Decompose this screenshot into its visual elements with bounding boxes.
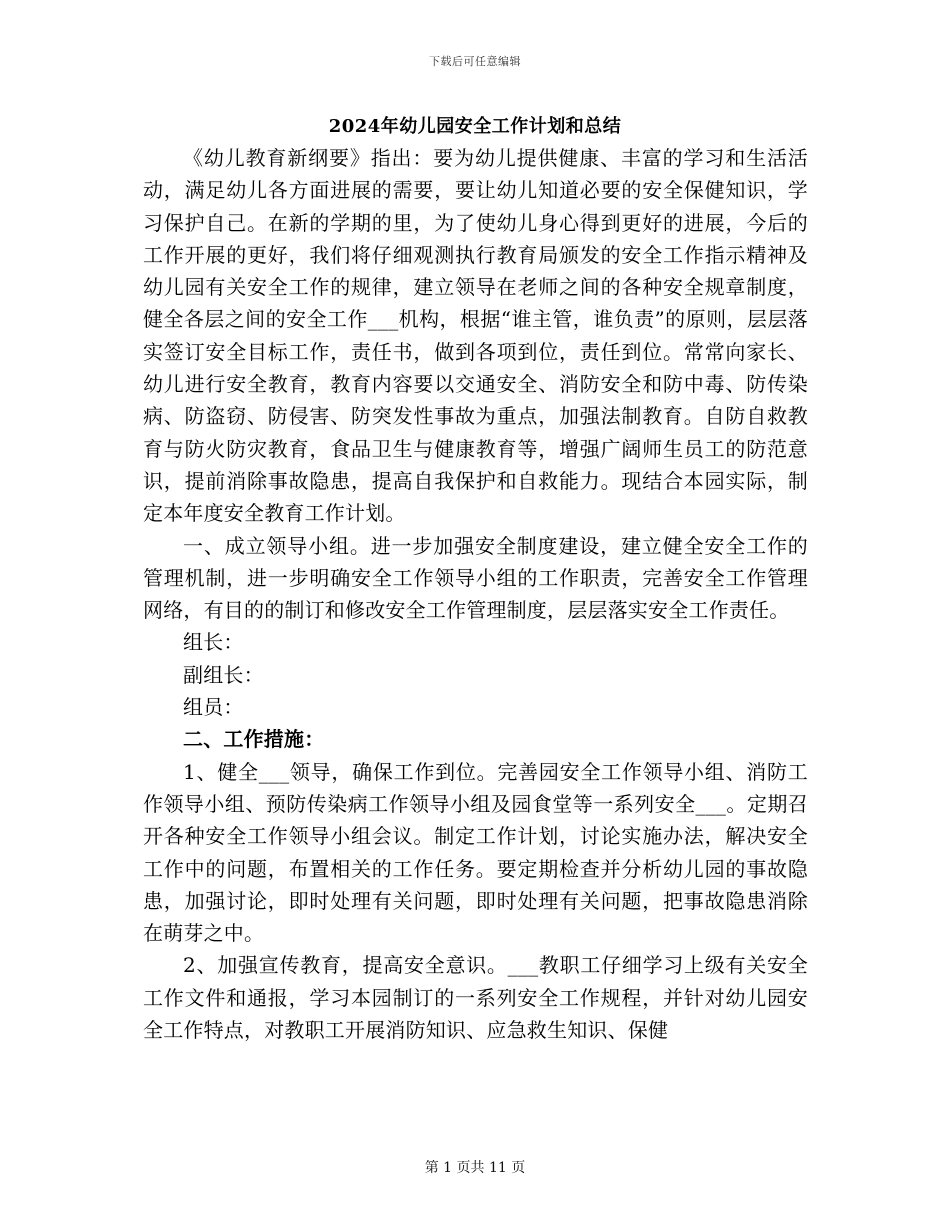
paragraph-measure-1: 1、健全___领导，确保工作到位。完善园安全工作领导小组、消防工作领导小组、预防传染病工作领导小组及园食堂等一系列安全___。定期召开各种安全工作领导小组会议。制定工作计划，讨论实施办法，解决安全工作中的问题，布置相关的工作任务。要定期检查并分析幼儿园的事故隐患，加强讨论，即时处理有关问题，即时处理有关问题，把事故隐患消除在萌芽之中。 [143,759,808,946]
paragraph-section-1: 一、成立领导小组。进一步加强安全制度建设，建立健全安全工作的管理机制，进一步明确安全工作领导小组的工作职责，完善安全工作管理网络，有目的的制订和修改安全工作管理制度，层层落实安全工作责任。 [143,533,808,623]
paragraph-members: 组员： [183,695,244,720]
paragraph-deputy-leader: 副组长： [183,662,264,687]
document-title: 2024年幼儿园安全工作计划和总结 [328,116,622,137]
section-heading-measures: 二、工作措施： [183,727,325,752]
page-number-footer: 第 1 页共 11 页 [424,1160,526,1176]
document-body [143,142,808,1046]
paragraph-leader: 组长： [183,630,244,655]
paragraph-measure-2: 2、加强宣传教育，提高安全意识。___教职工仔细学习上级有关安全工作文件和通报，学习本园制订的一系列安全工作规程，并针对幼儿园安全工作特点，对教职工开展消防知识、应急救生知识、保健 [143,953,808,1043]
header-note: 下载后可任意编辑 [429,55,521,68]
paragraph-intro: 《幼儿教育新纲要》指出：要为幼儿提供健康、丰富的学习和生活活动，满足幼儿各方面进展的需要，要让幼儿知道必要的安全保健知识，学习保护自己。在新的学期的里，为了使幼儿身心得到更好的进展，今后的工作开展的更好，我们将仔细观测执行教育局颁发的安全工作指示精神及幼儿园有关安全工作的规律，建立领导在老师之间的各种安全规章制度，健全各层之间的安全工作___机构，根据“谁主管，谁负责”的原则，层层落实签订安全目标工作，责任书，做到各项到位，责任到位。常常向家长、幼儿进行安全教育，教育内容要以交通安全、消防安全和防中毒、防传染病、防盗窃、防侵害、防突发性事故为重点，加强法制教育。自防自救教育与防火防灾教育，食品卫生与健康教育等，增强广阔师生员工的防范意识，提前消除事故隐患，提高自我保护和自救能力。现结合本园实际，制定本年度安全教育工作计划。 [143,146,808,526]
